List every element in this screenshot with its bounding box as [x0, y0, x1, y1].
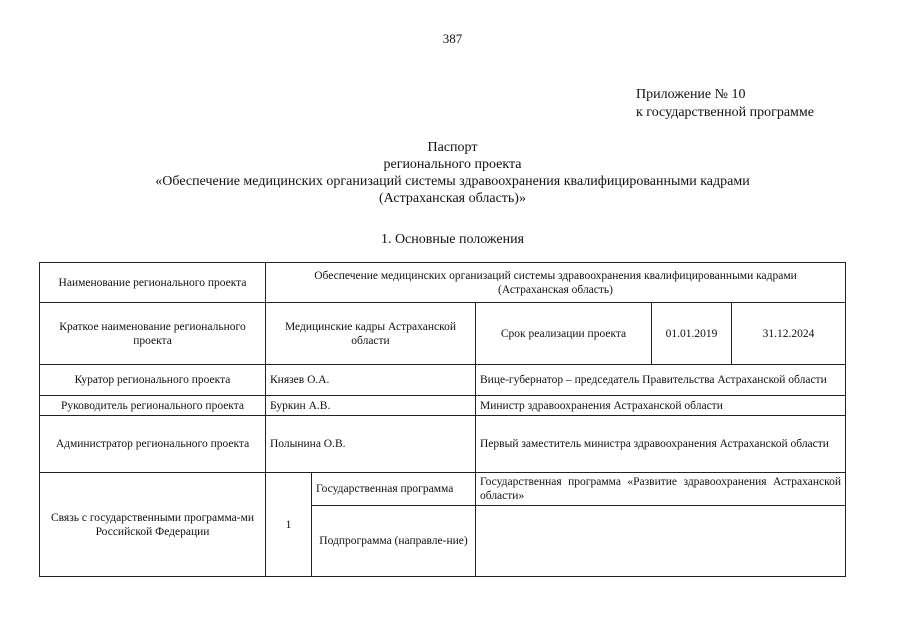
curator-position: Вице-губернатор – председатель Правительства Астраханской области [476, 365, 846, 396]
document-title [0, 139, 905, 207]
title-line-4: (Астраханская область)» [379, 191, 526, 206]
term-label: Срок реализации проекта [476, 303, 652, 365]
program-link-number: 1 [266, 473, 312, 577]
subprogram-value [476, 506, 846, 577]
table-row [40, 416, 846, 473]
program-link-label: Связь с государственными программа-ми Российской Федерации [40, 473, 266, 577]
project-name-value [266, 263, 846, 303]
head-position: Министр здравоохранения Астраханской области [476, 396, 846, 416]
short-name-value: Медицинские кадры Астраханской области [266, 303, 476, 365]
state-program-label: Государственная программа [312, 473, 476, 506]
curator-label: Куратор регионального проекта [40, 365, 266, 396]
head-label: Руководитель регионального проекта [40, 396, 266, 416]
curator-name: Князев О.А. [266, 365, 476, 396]
title-line-3: «Обеспечение медицинских организаций системы здравоохранения квалифицированными кадрами [155, 174, 750, 189]
appendix-note [636, 86, 814, 122]
admin-label: Администратор регионального проекта [40, 416, 266, 473]
appendix-line-2: к государственной программе [636, 105, 814, 120]
table-row [40, 473, 846, 506]
short-name-label: Краткое наименование регионального проекта [40, 303, 266, 365]
term-end: 31.12.2024 [732, 303, 846, 365]
project-name-value-line-2: (Астраханская область) [498, 283, 613, 296]
table-row [40, 263, 846, 303]
admin-name: Полынина О.В. [266, 416, 476, 473]
admin-position: Первый заместитель министра здравоохранения Астраханской области [476, 416, 846, 473]
state-program-value: Государственная программа «Развитие здравоохранения Астраханской области» [476, 473, 846, 506]
passport-table [39, 262, 846, 577]
title-line-1: Паспорт [427, 140, 478, 155]
project-name-value-line-1: Обеспечение медицинских организаций системы здравоохранения квалифицированными кадрами [314, 269, 797, 282]
section-title: 1. Основные положения [380, 232, 525, 247]
term-start: 01.01.2019 [652, 303, 732, 365]
table-row [40, 365, 846, 396]
page-number: 387 [442, 31, 463, 46]
subprogram-label: Подпрограмма (направле-ние) [312, 506, 476, 577]
head-name: Буркин А.В. [266, 396, 476, 416]
appendix-line-1: Приложение № 10 [636, 87, 746, 102]
title-line-2: регионального проекта [383, 157, 522, 172]
project-name-label: Наименование регионального проекта [40, 263, 266, 303]
table-row [40, 303, 846, 365]
table-row [40, 396, 846, 416]
